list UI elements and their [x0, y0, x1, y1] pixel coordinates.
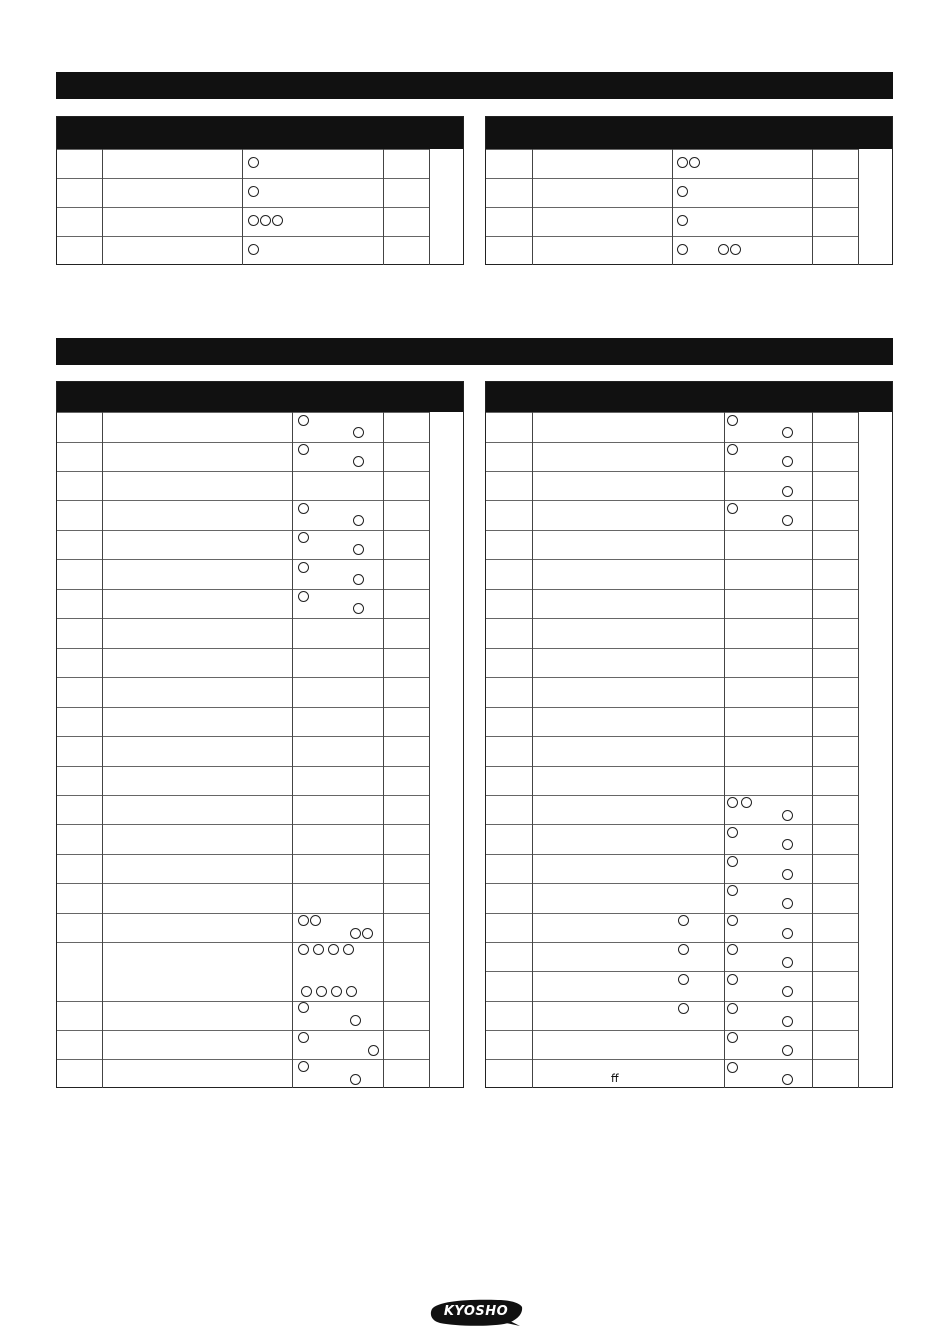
row-divider: [57, 883, 429, 884]
section-header-bar-bottom: [56, 338, 893, 365]
parts-table-bottom-right: [485, 381, 893, 1088]
circle-marker-icon: [350, 1015, 361, 1026]
row-divider: [486, 1030, 858, 1031]
circle-marker-icon: [677, 244, 688, 255]
column-divider: [102, 149, 103, 265]
row-divider: [57, 677, 429, 678]
row-divider: [486, 913, 858, 914]
circle-marker-icon: [677, 215, 688, 226]
circle-marker-icon: [677, 186, 688, 197]
circle-marker-icon: [782, 986, 793, 997]
row-divider: [486, 500, 858, 501]
circle-marker-icon: [346, 986, 357, 997]
circle-marker-icon: [727, 885, 738, 896]
row-divider: [57, 1059, 429, 1060]
circle-marker-icon: [310, 915, 321, 926]
table-header: [486, 382, 892, 412]
row-divider: [57, 207, 429, 208]
parts-table-bottom-left: [56, 381, 464, 1088]
row-divider: [57, 559, 429, 560]
circle-marker-icon: [727, 1003, 738, 1014]
row-divider: [57, 589, 429, 590]
row-divider: [486, 1001, 858, 1002]
circle-marker-icon: [782, 928, 793, 939]
circle-marker-icon: [678, 944, 689, 955]
row-divider: [57, 1030, 429, 1031]
circle-marker-icon: [350, 928, 361, 939]
row-divider: [486, 471, 858, 472]
row-divider: [486, 530, 858, 531]
circle-marker-icon: [313, 944, 324, 955]
row-divider: [57, 236, 429, 237]
table-header: [57, 382, 463, 412]
circle-marker-icon: [298, 1061, 309, 1072]
circle-marker-icon: [353, 544, 364, 555]
circle-marker-icon: [298, 915, 309, 926]
row-divider: [486, 971, 858, 972]
circle-marker-icon: [368, 1045, 379, 1056]
circle-marker-icon: [350, 1074, 361, 1085]
circle-marker-icon: [298, 503, 309, 514]
circle-marker-icon: [727, 915, 738, 926]
circle-marker-icon: [782, 898, 793, 909]
row-divider: [486, 1059, 858, 1060]
row-divider: [57, 618, 429, 619]
circle-marker-icon: [782, 1045, 793, 1056]
circle-marker-icon: [301, 986, 312, 997]
circle-marker-icon: [248, 215, 259, 226]
row-divider: [486, 442, 858, 443]
circle-marker-icon: [298, 415, 309, 426]
column-divider: [858, 412, 859, 1088]
row-divider: [486, 854, 858, 855]
circle-marker-icon: [677, 157, 688, 168]
circle-marker-icon: [782, 515, 793, 526]
column-divider: [429, 149, 430, 265]
circle-marker-icon: [353, 515, 364, 526]
circle-marker-icon: [727, 856, 738, 867]
circle-marker-icon: [331, 986, 342, 997]
circle-marker-icon: [727, 444, 738, 455]
row-divider: [57, 500, 429, 501]
column-divider: [858, 149, 859, 265]
row-divider: [57, 648, 429, 649]
circle-marker-icon: [298, 444, 309, 455]
circle-marker-icon: [727, 797, 738, 808]
row-divider: [57, 412, 429, 413]
circle-marker-icon: [272, 215, 283, 226]
row-divider: [57, 178, 429, 179]
row-divider: [486, 618, 858, 619]
row-divider: [486, 707, 858, 708]
circle-marker-icon: [741, 797, 752, 808]
row-divider: [486, 766, 858, 767]
column-divider: [102, 412, 103, 1088]
row-divider: [57, 707, 429, 708]
circle-marker-icon: [298, 591, 309, 602]
column-divider: [532, 149, 533, 265]
table-header: [486, 117, 892, 149]
circle-marker-icon: [782, 839, 793, 850]
column-divider: [532, 412, 533, 1088]
circle-marker-icon: [298, 532, 309, 543]
circle-marker-icon: [782, 1016, 793, 1027]
circle-marker-icon: [298, 944, 309, 955]
row-divider: [57, 530, 429, 531]
logo-text: KYOSHO: [443, 1304, 509, 1319]
column-divider: [242, 149, 243, 265]
row-divider: [57, 149, 429, 150]
parts-table-top-left: [56, 116, 464, 265]
table-header: [57, 117, 463, 149]
circle-marker-icon: [298, 1002, 309, 1013]
circle-marker-icon: [782, 957, 793, 968]
column-divider: [429, 412, 430, 1088]
circle-marker-icon: [782, 869, 793, 880]
circle-marker-icon: [353, 456, 364, 467]
circle-marker-icon: [727, 415, 738, 426]
row-divider: [57, 854, 429, 855]
column-divider: [812, 412, 813, 1088]
circle-marker-icon: [782, 1074, 793, 1085]
column-divider: [292, 412, 293, 1088]
circle-marker-icon: [730, 244, 741, 255]
circle-marker-icon: [353, 603, 364, 614]
column-divider: [383, 149, 384, 265]
column-divider: [672, 149, 673, 265]
row-divider: [57, 824, 429, 825]
row-divider: [486, 736, 858, 737]
row-divider: [486, 412, 858, 413]
circle-marker-icon: [678, 974, 689, 985]
circle-marker-icon: [328, 944, 339, 955]
circle-marker-icon: [298, 1032, 309, 1043]
row-divider: [486, 942, 858, 943]
parts-table-top-right: [485, 116, 893, 265]
row-divider: [486, 589, 858, 590]
circle-marker-icon: [248, 157, 259, 168]
circle-marker-icon: [353, 427, 364, 438]
circle-marker-icon: [248, 244, 259, 255]
circle-marker-icon: [343, 944, 354, 955]
row-divider: [57, 1001, 429, 1002]
circle-marker-icon: [727, 1032, 738, 1043]
circle-marker-icon: [782, 810, 793, 821]
row-divider: [57, 471, 429, 472]
row-divider: [57, 736, 429, 737]
circle-marker-icon: [727, 974, 738, 985]
section-header-bar-top: [56, 72, 893, 99]
circle-marker-icon: [248, 186, 259, 197]
column-divider: [383, 412, 384, 1088]
circle-marker-icon: [727, 1062, 738, 1073]
circle-marker-icon: [260, 215, 271, 226]
cell-mark: ﬀ: [611, 1073, 619, 1085]
circle-marker-icon: [782, 486, 793, 497]
row-divider: [486, 824, 858, 825]
circle-marker-icon: [678, 1003, 689, 1014]
circle-marker-icon: [689, 157, 700, 168]
circle-marker-icon: [316, 986, 327, 997]
row-divider: [486, 677, 858, 678]
row-divider: [57, 766, 429, 767]
row-divider: [57, 913, 429, 914]
circle-marker-icon: [727, 503, 738, 514]
column-divider: [812, 149, 813, 265]
row-divider: [57, 942, 429, 943]
circle-marker-icon: [782, 427, 793, 438]
circle-marker-icon: [353, 574, 364, 585]
circle-marker-icon: [782, 456, 793, 467]
row-divider: [486, 559, 858, 560]
circle-marker-icon: [727, 944, 738, 955]
kyosho-logo: [428, 1297, 524, 1327]
circle-marker-icon: [718, 244, 729, 255]
circle-marker-icon: [678, 915, 689, 926]
row-divider: [486, 648, 858, 649]
row-divider: [486, 883, 858, 884]
circle-marker-icon: [727, 827, 738, 838]
column-divider: [724, 412, 725, 1088]
row-divider: [57, 795, 429, 796]
circle-marker-icon: [362, 928, 373, 939]
circle-marker-icon: [298, 562, 309, 573]
row-divider: [57, 442, 429, 443]
row-divider: [486, 795, 858, 796]
